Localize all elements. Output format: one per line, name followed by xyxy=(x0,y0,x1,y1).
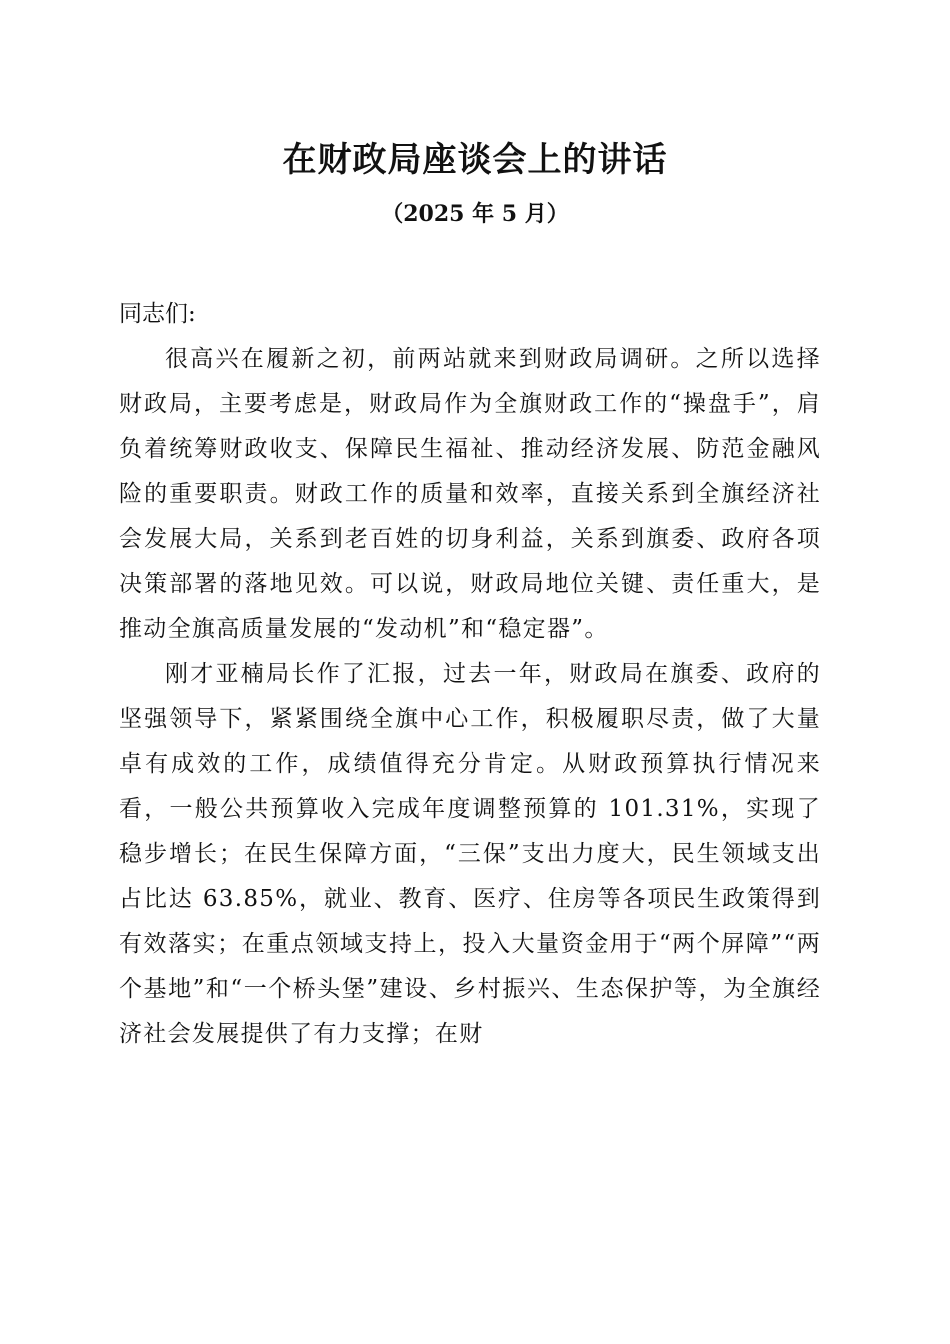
paragraph-2: 刚才亚楠局长作了汇报，过去一年，财政局在旗委、政府的坚强领导下，紧紧围绕全旗中心工作，积极履职尽责，做了大量卓有成效的工作，成绩值得充分肯定。从财政预算执行情况来看，一般公共预算收入完成年度调整预算的 101.31%，实现了稳步增长；在民生保障方面，“三保”支出力度大，民生领域支出占比达 63.85%，就业、教育、医疗、住房等各项民生政策得到有效落实；在重点领域支持上，投入大量资金用于“两个屏障”“两个基地”和“一个桥头堡”建设、乡村振兴、生态保护等，为全旗经济社会发展提供了有力支撑；在财 xyxy=(119,661,821,1047)
document-date: （2025 年 5 月） xyxy=(381,201,569,227)
salutation: 同志们: xyxy=(119,301,196,327)
paragraph-1: 很高兴在履新之初，前两站就来到财政局调研。之所以选择财政局，主要考虑是，财政局作为全旗财政工作的“操盘手”，肩负着统筹财政收支、保障民生福祉、推动经济发展、防范金融风险的重要职责。财政工作的质量和效率，直接关系到全旗经济社会发展大局，关系到老百姓的切身利益，关系到旗委、政府各项决策部署的落地见效。可以说，财政局地位关键、责任重大，是推动全旗高质量发展的“发动机”和“稳定器”。 xyxy=(119,346,821,642)
document-title: 在财政局座谈会上的讲话 xyxy=(282,140,668,180)
document-body xyxy=(119,292,821,1057)
